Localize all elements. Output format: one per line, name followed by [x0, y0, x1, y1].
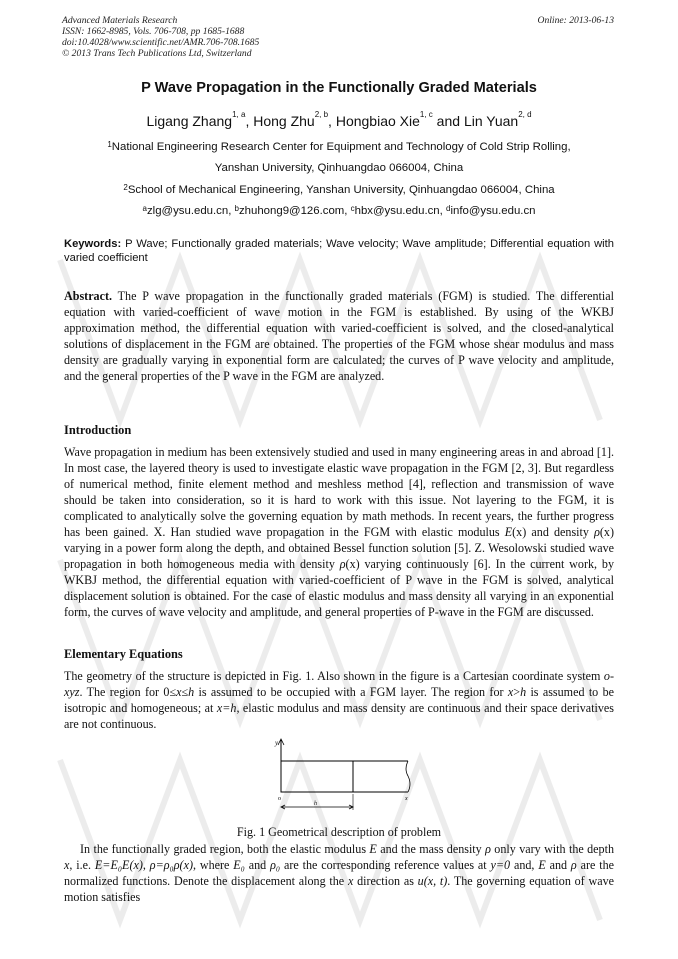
author-separator: and [432, 113, 464, 129]
elem-math: h [188, 685, 195, 699]
gov-text: . The governing equation of wave motion satisfies [64, 874, 614, 904]
intro-text: varying continuously [6]. In the current work, by WKBJ method, the differential equation with varied-coefficient of P wave in the FGM is solved, analytical displacement solution is obtained. For the case of elastic modulus and mass density all varying in an exponential form, the curves of wave velocity and amplitude, and general properties of P-wave in the FGM are discussed. [64, 557, 615, 619]
gov-math: y=0 [490, 858, 511, 872]
email-sup: c [350, 204, 355, 213]
elem-text: The geometry of the structure is depicted in Fig. 1. Also shown in the figure is a Cartesian coordinate system [64, 669, 604, 683]
journal-name: Advanced Materials Research [62, 15, 178, 26]
break-line [406, 761, 410, 792]
gov-text: , [142, 858, 150, 872]
keywords [64, 238, 614, 265]
intro-text: Wave propagation in medium has been extensively studied and used in many engineering areas in and abroad [1]. In most case, the layered theory is used to investigate elastic wave propagation in the FGM [2, 3]. But regardless of numerical method, finite element method and meshless method [4], reflection and transmission of wave should be taken into consideration, so it is hard to work with this issue. Not layering to the FGM, it is complicated to analytically solve the governing equation by math methods. In recent years, the further progress has been gained. X. Han studied wave propagation in the FGM with elastic modulus [64, 445, 614, 539]
intro-text: (x) and density [512, 525, 595, 539]
author-sup: 2, d [518, 110, 532, 119]
gov-math: E [369, 842, 377, 856]
author-separator: , [245, 113, 254, 129]
affiliation-text: Yanshan University, Qinhuangdao 066004, China [214, 162, 464, 174]
intro-math: ρ [339, 557, 346, 571]
author-separator: , [328, 113, 336, 129]
elem-text: . The region for 0≤ [79, 685, 177, 699]
gov-text: , where [192, 858, 234, 872]
section-heading-introduction: Introduction [64, 423, 132, 437]
affiliation-text: National Engineering Research Center for Equipment and Technology of Cold Strip Rolling, [111, 141, 571, 153]
email-link[interactable]: hbx@ysu.edu.cn [354, 205, 440, 217]
elem-text: , elastic modulus and mass density are continuous and their space derivatives are not continuous. [64, 701, 614, 731]
journal-header [62, 15, 259, 59]
gov-text: and, [510, 858, 539, 872]
gov-math: x [347, 874, 354, 888]
email-link[interactable]: zlg@ysu.edu.cn [146, 205, 229, 217]
author-sup: 1, a [232, 110, 246, 119]
doi-line: doi:10.4028/www.scientific.net/AMR.706-708.1685 [62, 37, 260, 48]
gov-math: E₀ [233, 858, 245, 872]
email-link[interactable]: info@ysu.edu.cn [450, 205, 536, 217]
fgm-layer-region [281, 761, 353, 792]
author-sup: 1, c [419, 110, 433, 119]
email-sup: d [446, 204, 451, 213]
gov-math: ρ₀ [270, 858, 281, 872]
gov-text: are the normalized functions. Denote the displacement along the [64, 858, 614, 888]
section-heading-elementary: Elementary Equations [64, 647, 183, 661]
gov-math: ρ [485, 842, 491, 856]
gov-math: ρ=ρ₀ρ(x) [149, 858, 193, 872]
email-list: $^a$zlg@ysu.edu.cn, $^b$zhuhong9@126.com, $^c$hbx@ysu.edu.cn, $^d$info@ysu.edu.cn [142, 204, 536, 217]
intro-math: (x) [345, 557, 360, 571]
gov-text: are the corresponding reference values at [280, 858, 491, 872]
origin-label: o [278, 796, 281, 802]
affiliation-1 [0, 137, 678, 179]
gov-text: , i.e. [69, 858, 95, 872]
author-sup: 2, b [314, 110, 329, 119]
elem-text: ≤ [181, 685, 189, 699]
elem-text: is assumed to be occupied with a FGM layer. The region for [194, 685, 508, 699]
online-date: Online: 2013-06-13 [537, 15, 614, 26]
x-axis-label: x [405, 796, 408, 802]
gov-math: u(x, t) [417, 874, 448, 888]
introduction-paragraph [64, 444, 614, 620]
email-sup: b [234, 204, 239, 213]
elementary-paragraph [64, 668, 614, 732]
abstract-label: Abstract. [64, 289, 113, 303]
elem-math: x=h [216, 701, 237, 715]
keywords-label: Keywords: [64, 238, 122, 250]
affiliation-2 [0, 180, 678, 201]
y-axis-label: y [275, 739, 279, 747]
author-name: Lin Yuan [463, 113, 519, 129]
gov-math: E=E₀E(x) [94, 858, 143, 872]
figure-geometry [268, 736, 418, 816]
gov-math: E [538, 858, 546, 872]
email-link[interactable]: zhuhong9@126.com [238, 205, 345, 217]
gov-text: only vary with the depth [490, 842, 614, 856]
elem-gt: > [513, 685, 521, 699]
elem-math: o-xyz [64, 669, 614, 699]
email-sup: a [142, 204, 147, 213]
author-name: Ligang Zhang [146, 113, 233, 129]
author-name: Hongbiao Xie [335, 113, 420, 129]
intro-math: ρ [594, 525, 600, 539]
copyright-line: © 2013 Trans Tech Publications Ltd, Switzerland [62, 48, 252, 59]
affiliation-sup: 2 [123, 183, 128, 192]
affiliation-text: School of Mechanical Engineering, Yanshan University, Qinhuangdao 066004, China [127, 184, 555, 196]
keywords-text: P Wave; Functionally graded materials; Wave velocity; Wave amplitude; Differential equation with varied coefficient [64, 238, 614, 264]
figure-caption: Fig. 1 Geometrical description of problem [236, 825, 442, 839]
elem-math: x [507, 685, 514, 699]
paper-title: P Wave Propagation in the Functionally Graded Materials [141, 80, 537, 96]
gov-text: direction as [353, 874, 418, 888]
intro-text: (x) varying in a power form along the depth, and obtained Bessel function solution [5]. Z. Wesolowski studied wave propagation in both homogeneous media with density [64, 525, 614, 571]
gov-math: x [64, 858, 70, 872]
gov-math: ρ [570, 858, 577, 872]
h-label: h [314, 801, 317, 807]
gov-text: and [244, 858, 271, 872]
abstract [64, 288, 614, 384]
gov-text: and [545, 858, 571, 872]
gov-text: and the mass density [376, 842, 486, 856]
elem-math: x [176, 685, 182, 699]
governing-paragraph [64, 841, 614, 905]
elem-math: h [520, 685, 527, 699]
author-name: Hong Zhu [253, 113, 315, 129]
elem-text: is assumed to be isotropic and homogeneous; at [64, 685, 614, 715]
gov-text: In the functionally graded region, both the elastic modulus [80, 842, 370, 856]
author-list [0, 110, 678, 129]
intro-math: E [504, 525, 513, 539]
issn-line: ISSN: 1662-8985, Vols. 706-708, pp 1685-1688 [62, 26, 245, 37]
affiliation-sup: 1 [107, 140, 112, 149]
abstract-text: The P wave propagation in the functionally graded materials (FGM) is studied. The differential equation with varied-coefficient of wave motion in the FGM is established. By using of the WKBJ approximation method, the differential equation with varied-coefficient is solved, and the closed-analytical solutions of displacement in the FGM are obtained. The properties of the FGM whose shear modulus and mass density are gradually varying in exponential form are calculated; the curves of P wave velocity and amplitude, and the general properties of the P wave in the FGM are analyzed. [64, 289, 614, 383]
